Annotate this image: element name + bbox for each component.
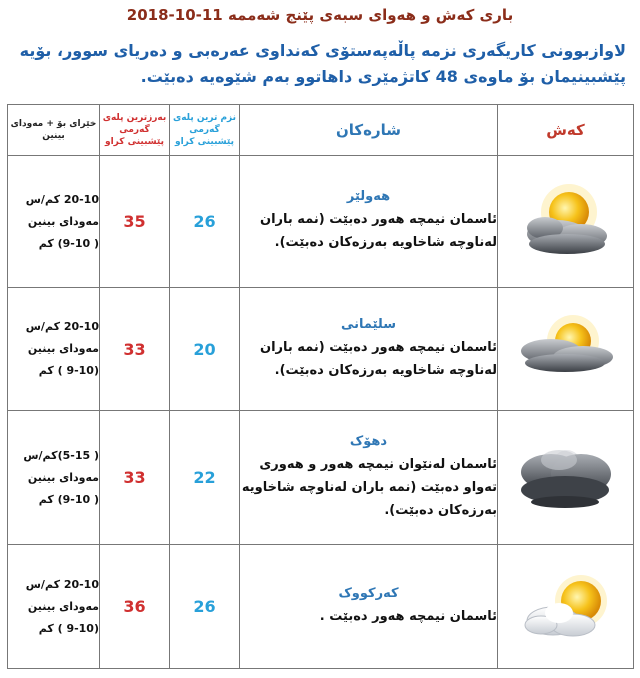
forecast-date: 2018-10-11 [126, 6, 223, 24]
visibility-range: ( 9-10) کم [38, 236, 99, 250]
wind-visibility [8, 288, 100, 411]
city-name: سلێمانی [340, 316, 397, 332]
min-temp: 26 [170, 545, 240, 669]
table-row [8, 411, 634, 545]
city-cell [240, 411, 498, 545]
max-temp: 35 [100, 156, 170, 288]
table-row [8, 156, 634, 288]
wind-visibility [8, 156, 100, 288]
intro-paragraph: لاوازبوونی کاریگەری نزمە پاڵەپەستۆی کەنداوی عەرەبی و دەریای سوور، بۆیە پێشبینیمان بۆ ماوەی 48 کاتژمێری داهاتوو بەم شێوەیە دەبێت. [19, 41, 626, 86]
table-header-row [8, 105, 634, 156]
city-name: دهۆک [349, 433, 388, 449]
city-cell [240, 545, 498, 669]
visibility-label: مەودای بینین [27, 599, 99, 613]
visibility-range: (9-10 ) کم [38, 621, 99, 635]
city-forecast: ئاسمان نیمچە هەور دەبێت (نمە باران لەناوچە شاخاویە بەرزەکان دەبێت). [259, 212, 497, 250]
sky-cell [498, 545, 634, 669]
page-title [0, 6, 640, 24]
title-text: باری کەش و هەوای سبەی پێنج شەممە [227, 6, 514, 24]
city-forecast: ئاسمان نیمچە هەور دەبێت . [319, 608, 497, 624]
min-temp: 22 [170, 411, 240, 545]
partly-cloudy-rain-icon [511, 307, 621, 387]
sky-cell [498, 411, 634, 545]
wind-visibility [8, 411, 100, 545]
city-name: هەولێر [346, 189, 391, 204]
visibility-label: مەودای بینین [27, 470, 99, 484]
table-row [8, 288, 634, 411]
cloudy-rain-icon [511, 428, 621, 524]
header-min-temp: نزم ترین پلەی گەرمی پێشبینی کراو [170, 105, 240, 156]
sky-cell [498, 156, 634, 288]
sky-cell [498, 288, 634, 411]
partly-cloudy-rain-icon [511, 174, 621, 266]
table-row [8, 545, 634, 669]
partly-cloudy-icon [511, 563, 621, 647]
wind-speed: ( 5-15)کم/س [23, 448, 99, 462]
max-temp: 36 [100, 545, 170, 669]
city-cell [240, 156, 498, 288]
header-cities: شارەکان [240, 105, 498, 156]
city-name: کەرکووک [338, 585, 399, 601]
wind-speed: 20-10 کم/س [25, 577, 99, 591]
header-max-temp: بەرزترین پلەی گەرمی پێشبینی کراو [100, 105, 170, 156]
visibility-range: (9-10 ) کم [38, 364, 99, 377]
visibility-label: مەودای بینین [27, 342, 99, 355]
city-forecast: ئاسمان لەنێوان نیمچە هەور و هەوری تەواو دەبێت (نمە باران لەناوچە شاخاویە بەرزەکان دەبێت). [241, 456, 497, 518]
wind-speed: 20-10 کم/س [25, 192, 99, 206]
visibility-range: ( 9-10) کم [38, 492, 99, 506]
forecast-table [7, 104, 634, 669]
wind-visibility [8, 545, 100, 669]
city-forecast: ئاسمان نیمچە هەور دەبێت (نمە باران لەناوچە شاخاویە بەرزەکان دەبێت). [259, 339, 497, 378]
city-cell [240, 288, 498, 411]
min-temp: 20 [170, 288, 240, 411]
max-temp: 33 [100, 288, 170, 411]
wind-speed: 20-10 کم/س [25, 320, 99, 333]
min-temp: 26 [170, 156, 240, 288]
header-wind-visibility: خێرای بۆ + مەودای بینین [8, 105, 100, 156]
visibility-label: مەودای بینین [27, 214, 99, 228]
max-temp: 33 [100, 411, 170, 545]
header-sky: کەش [498, 105, 634, 156]
